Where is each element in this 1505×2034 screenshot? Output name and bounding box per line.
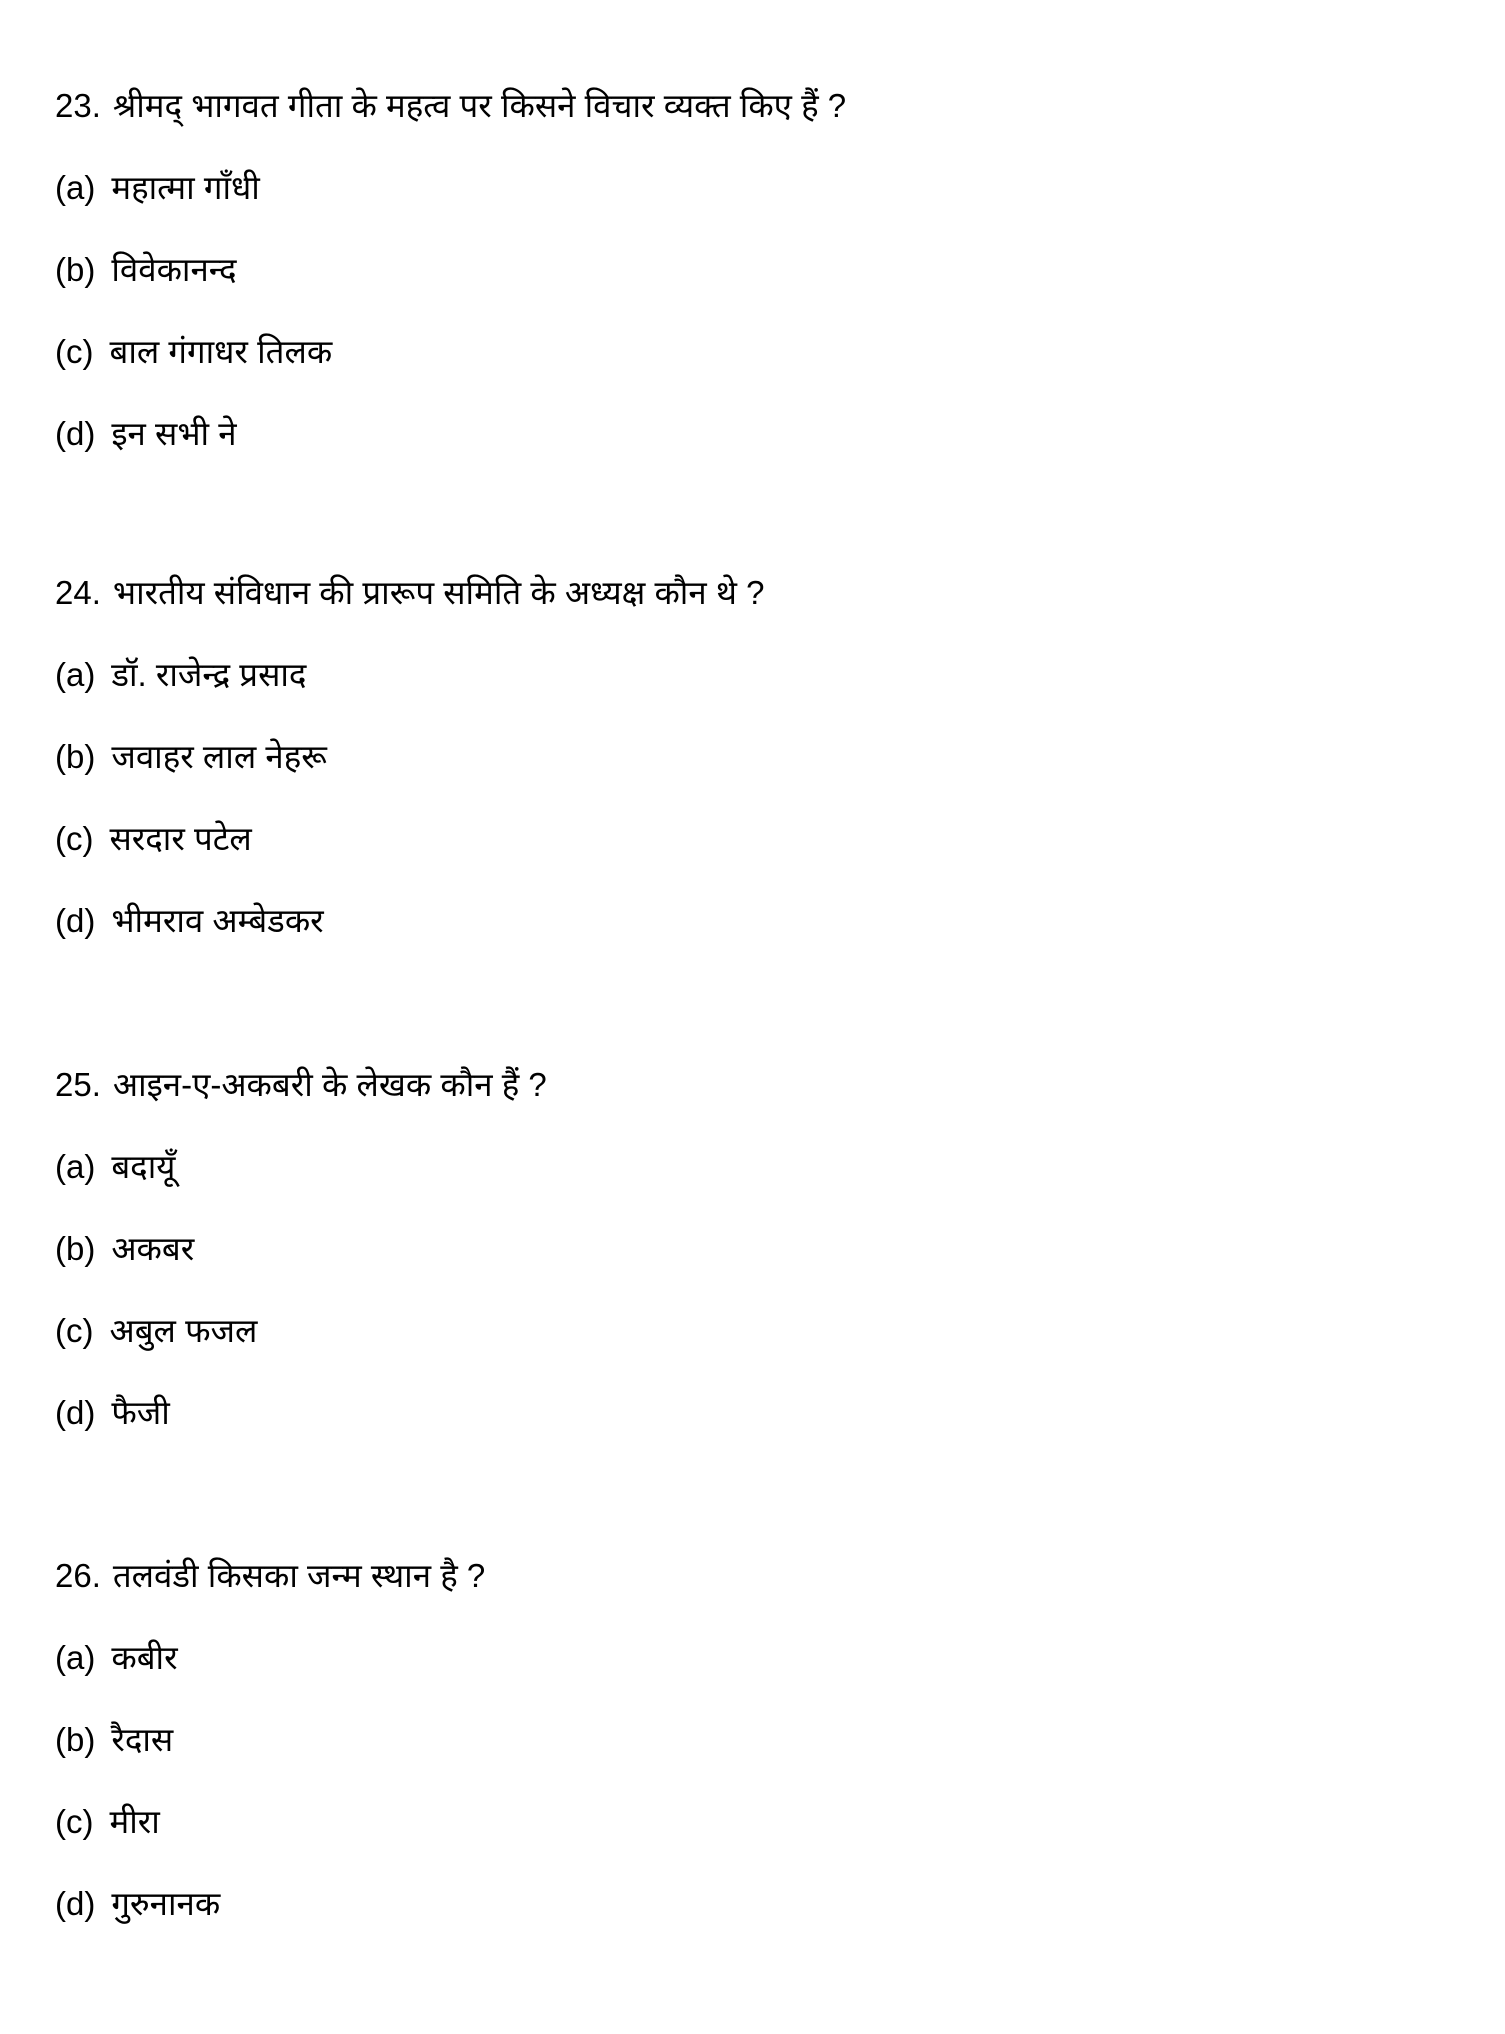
option-label: (b): [55, 738, 96, 775]
option: [55, 1802, 1455, 1884]
question-stem: श्रीमद् भागवत गीता के महत्व पर किसने विचार व्यक्त किए हैं ?: [112, 87, 847, 124]
option-label: (d): [55, 1394, 96, 1431]
option-label: (a): [55, 656, 96, 693]
option-text: मीरा: [109, 1803, 160, 1840]
option-label: (d): [55, 415, 96, 452]
option-label: (a): [55, 1639, 96, 1676]
option: [55, 737, 1455, 819]
option: [55, 1720, 1455, 1802]
option-text: फैजी: [111, 1394, 170, 1431]
question-block: [55, 1556, 1455, 1966]
option: [55, 1147, 1455, 1229]
option: [55, 414, 1455, 496]
option: [55, 1884, 1455, 1966]
option-label: (d): [55, 902, 96, 939]
option-text: अकबर: [111, 1230, 195, 1267]
option: [55, 1393, 1455, 1475]
question-number: 26.: [55, 1557, 101, 1594]
option-text: गुरुनानक: [111, 1885, 221, 1922]
option-text: महात्मा गाँधी: [111, 169, 260, 206]
option-label: (a): [55, 169, 96, 206]
question-number: 23.: [55, 87, 101, 124]
option-label: (c): [55, 820, 94, 857]
option-text: बदायूँ: [111, 1148, 176, 1185]
option: [55, 901, 1455, 983]
option: [55, 1311, 1455, 1393]
option: [55, 1229, 1455, 1311]
option-label: (c): [55, 1803, 94, 1840]
option-text: बाल गंगाधर तिलक: [109, 333, 333, 370]
question-stem: भारतीय संविधान की प्रारूप समिति के अध्यक्ष कौन थे ?: [112, 574, 765, 611]
option-text: कबीर: [111, 1639, 178, 1676]
option-text: अबुल फजल: [109, 1312, 258, 1349]
option-text: इन सभी ने: [111, 415, 237, 452]
option: [55, 655, 1455, 737]
option-text: रैदास: [111, 1721, 174, 1758]
option-text: विवेकानन्द: [111, 251, 237, 288]
option: [55, 332, 1455, 414]
question-number: 25.: [55, 1066, 101, 1103]
option: [55, 1638, 1455, 1720]
option-text: जवाहर लाल नेहरू: [111, 738, 327, 775]
option-label: (d): [55, 1885, 96, 1922]
option-label: (c): [55, 1312, 94, 1349]
option-label: (b): [55, 1721, 96, 1758]
option-label: (b): [55, 1230, 96, 1267]
option-label: (a): [55, 1148, 96, 1185]
option: [55, 250, 1455, 332]
question-text: [55, 1065, 1455, 1147]
option: [55, 168, 1455, 250]
option-label: (b): [55, 251, 96, 288]
question-stem: तलवंडी किसका जन्म स्थान है ?: [112, 1557, 486, 1594]
question-block: [55, 573, 1455, 983]
option: [55, 819, 1455, 901]
question-text: [55, 1556, 1455, 1638]
option-label: (c): [55, 333, 94, 370]
question-block: [55, 1065, 1455, 1475]
question-stem: आइन-ए-अकबरी के लेखक कौन हैं ?: [112, 1066, 547, 1103]
option-text: डॉ. राजेन्द्र प्रसाद: [111, 656, 307, 693]
question-text: [55, 86, 1455, 168]
question-text: [55, 573, 1455, 655]
question-block: [55, 86, 1455, 496]
option-text: भीमराव अम्बेडकर: [111, 902, 324, 939]
question-number: 24.: [55, 574, 101, 611]
option-text: सरदार पटेल: [109, 820, 252, 857]
